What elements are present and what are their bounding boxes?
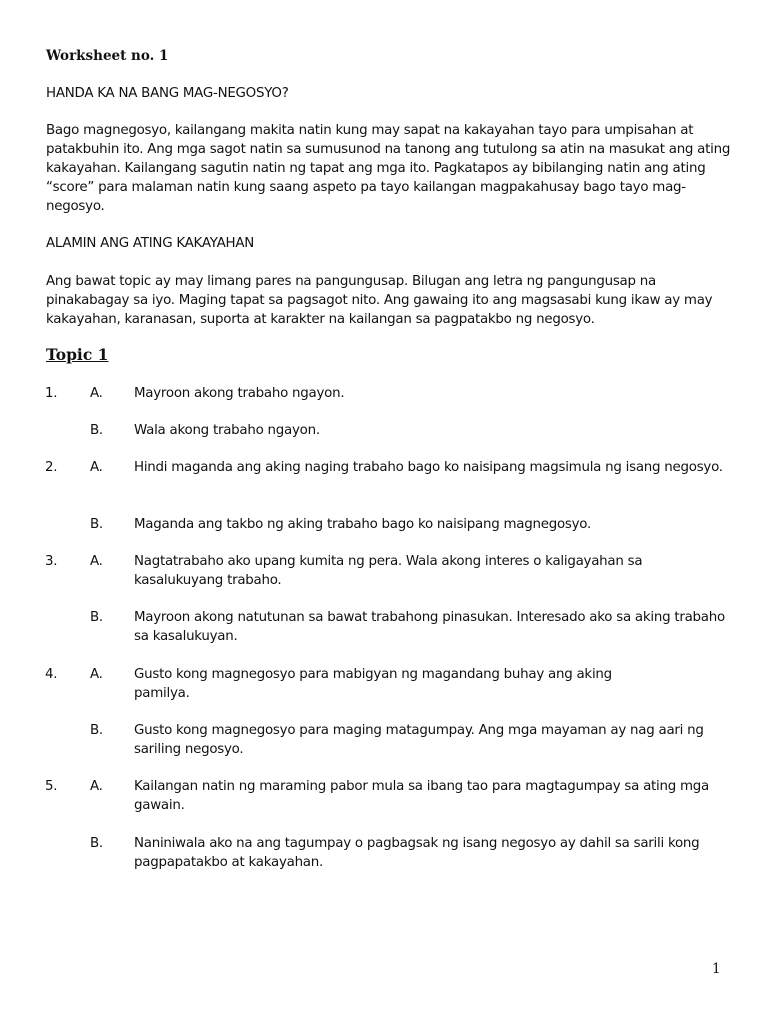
option-letter: B. [90,517,103,532]
option-text: Nagtatrabaho ako upang kumita ng pera. Wala akong interes o kaligayahan sa kasalukuyang trabaho. [134,554,643,588]
question-number: 5. [45,779,58,794]
section-heading: ALAMIN ANG ATING KAKAYAHAN [46,236,254,251]
option-letter: B. [90,610,103,625]
question-number: 3. [45,554,58,569]
question-number: 1. [45,386,58,401]
intro-paragraph: Bago magnegosyo, kailangang makita natin kung may sapat na kakayahan tayo para umpisahan at patakbuhin ito. Ang mga sagot natin sa sumusunod na tanong ang tutulong sa atin na masukat ang ating kakayahan. Kailangang sagutin natin ng tapat ang mga ito. Pagkatapos ay bibilanging natin ang ating “score” para malaman natin kung saang aspeto pa tayo kailangan magpakahusay bago tayo mag-negosyo. [46,123,731,214]
option-letter: B. [90,723,103,738]
option-letter: A. [90,779,103,794]
option-text: Maganda ang takbo ng aking trabaho bago ko naisipang magnegosyo. [134,517,592,532]
option-letter: B. [90,423,103,438]
page-number: 1 [712,961,721,977]
option-letter: B. [90,836,103,851]
option-text: Kailangan natin ng maraming pabor mula sa ibang tao para magtagumpay sa ating mga gawain. [134,779,709,813]
worksheet-title: Worksheet no. 1 [46,48,169,64]
option-text: Hindi maganda ang aking naging trabaho bago ko naisipang magsimula ng isang negosyo. [134,460,723,475]
option-text: Wala akong trabaho ngayon. [134,423,320,438]
option-text: Naniniwala ako na ang tagumpay o pagbagsak ng isang negosyo ay dahil sa sarili kong pagpapatakbo at kakayahan. [134,836,700,870]
option-letter: A. [90,386,103,401]
instructions-paragraph: Ang bawat topic ay may limang pares na pangungusap. Bilugan ang letra ng pangungusap na pinakabagay sa iyo. Maging tapat sa pagsagot nito. Ang gawaing ito ang magsasabi kung ikaw ay may kakayahan, karanasan, suporta at karakter na kailangan sa pagpatakbo ng negosyo. [46,274,713,327]
option-letter: A. [90,667,103,682]
option-text: Mayroon akong natutunan sa bawat trabahong pinasukan. Interesado ako sa aking trabaho sa kasalukuyan. [134,610,725,644]
topic-title: Topic 1 [46,345,109,364]
option-letter: A. [90,554,103,569]
option-text: Gusto kong magnegosyo para maging matagumpay. Ang mga mayaman ay nag aari ng sariling negosyo. [134,723,704,757]
main-question-heading: HANDA KA NA BANG MAG-NEGOSYO? [46,86,289,101]
option-text: Gusto kong magnegosyo para mabigyan ng magandang buhay ang aking pamilya. [134,667,612,701]
question-number: 4. [45,667,58,682]
option-text: Mayroon akong trabaho ngayon. [134,386,345,401]
option-letter: A. [90,460,103,475]
question-number: 2. [45,460,58,475]
